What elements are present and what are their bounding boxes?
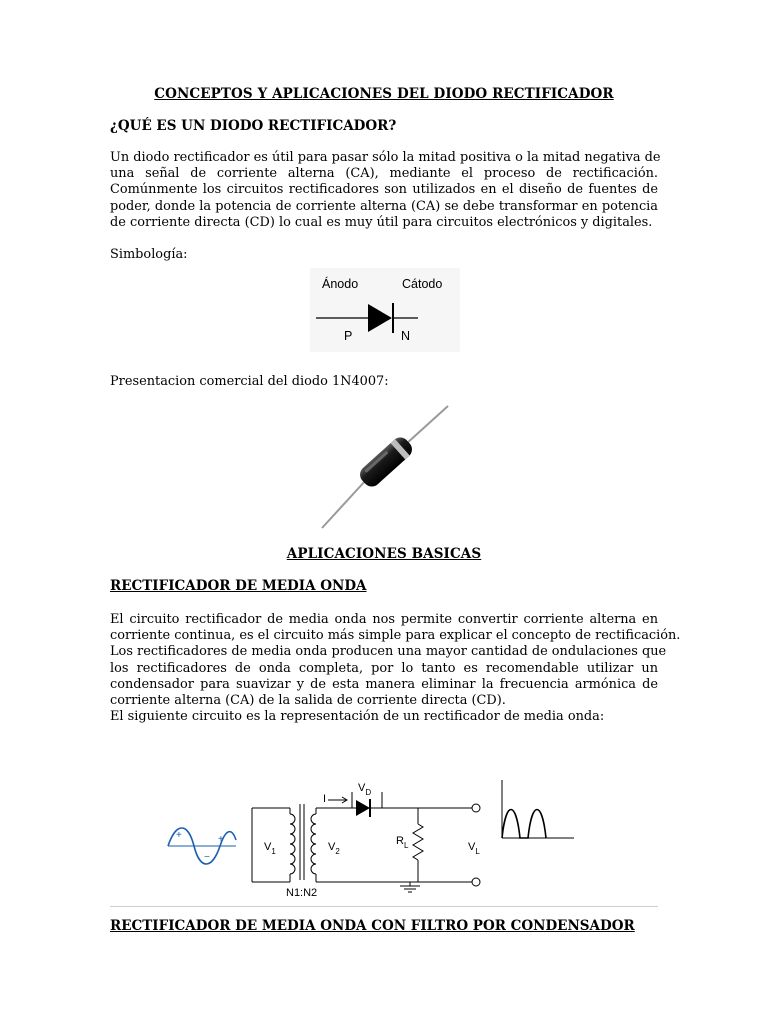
load-resistor xyxy=(413,824,423,860)
svg-text:+: + xyxy=(218,834,224,845)
text-line: Un diodo rectificador es útil para pasar sólo la mitad positiva o la mitad negativa de xyxy=(110,150,661,165)
output-half-wave xyxy=(502,810,546,839)
svg-text:−: − xyxy=(204,852,210,863)
v2-label: $V_2$ xyxy=(328,841,340,856)
text-line: El circuito rectificador de media onda nos permite convertir corriente alterna en xyxy=(110,612,658,627)
text-line: corriente continua, es el circuito más simple para explicar el concepto de rectificación. xyxy=(110,628,681,644)
half-wave-heading: RECTIFICADOR DE MEDIA ONDA xyxy=(110,578,367,594)
diode-1n4007-photo xyxy=(318,404,452,530)
half-wave-circuit-diagram xyxy=(160,780,580,900)
text-line: Los rectificadores de media onda producen una mayor cantidad de ondulaciones que xyxy=(110,644,667,660)
text-line: una señal de corriente alterna (CA), mediante el proceso de rectificación. xyxy=(110,166,658,182)
text-line: condensador para suavizar y de esta manera eliminar la frecuencia armónica de xyxy=(110,676,658,692)
text-line: de corriente directa (CD) lo cual es muy útil para circuitos electrónicos y digitales. xyxy=(110,214,653,230)
applications-heading: APLICACIONES BASICAS xyxy=(286,546,482,562)
text-line: poder, donde la potencia de corriente alterna (CA) se debe transformar en potencia xyxy=(110,198,658,214)
current-label: I xyxy=(323,793,327,805)
output-terminal-top xyxy=(472,804,480,812)
text-line: El siguiente circuito es la representación de un rectificador de media onda: xyxy=(110,709,605,725)
secondary-coil xyxy=(311,814,316,874)
filter-heading: RECTIFICADOR DE MEDIA ONDA CON FILTRO POR CONDENSADOR xyxy=(110,918,635,934)
half-wave-paragraph xyxy=(110,612,681,725)
rl-label: $R_L$ xyxy=(396,835,409,850)
output-terminal-bottom xyxy=(472,878,480,886)
document-title: CONCEPTOS Y APLICACIONES DEL DIODO RECTIFICADOR xyxy=(154,86,614,102)
cathode-label: Cátodo xyxy=(402,277,443,291)
diode-symbol-figure xyxy=(310,268,460,352)
svg-text:+: + xyxy=(176,830,182,841)
circuit-diode xyxy=(356,800,370,816)
primary-coil xyxy=(290,814,295,874)
section-divider xyxy=(110,906,658,907)
upper-lead xyxy=(406,406,448,444)
text-line: corriente alterna (CA) de la salida de corriente directa (CD). xyxy=(110,693,506,709)
intro-paragraph xyxy=(110,150,661,231)
diode-body xyxy=(356,434,415,490)
turns-ratio-label: N1:N2 xyxy=(286,887,318,899)
n-label: N xyxy=(401,329,411,343)
text-line: los rectificadores de onda completa, por lo tanto es recomendable utilizar un xyxy=(110,660,658,676)
anode-label: Ánodo xyxy=(322,277,359,291)
lower-lead xyxy=(322,480,366,528)
p-label: P xyxy=(344,329,353,343)
vl-label: $V_L$ xyxy=(468,841,480,856)
symbology-label: Simbología: xyxy=(110,247,188,262)
section-heading-what-is: ¿QUÉ ES UN DIODO RECTIFICADOR? xyxy=(110,118,397,134)
vd-label: $V_D$ xyxy=(358,782,372,797)
commercial-label: Presentacion comercial del diodo 1N4007: xyxy=(110,374,389,389)
text-line: Comúnmente los circuitos rectificadores son utilizados en el diseño de fuentes de xyxy=(110,182,658,198)
v1-label: $V_1$ xyxy=(264,841,276,856)
